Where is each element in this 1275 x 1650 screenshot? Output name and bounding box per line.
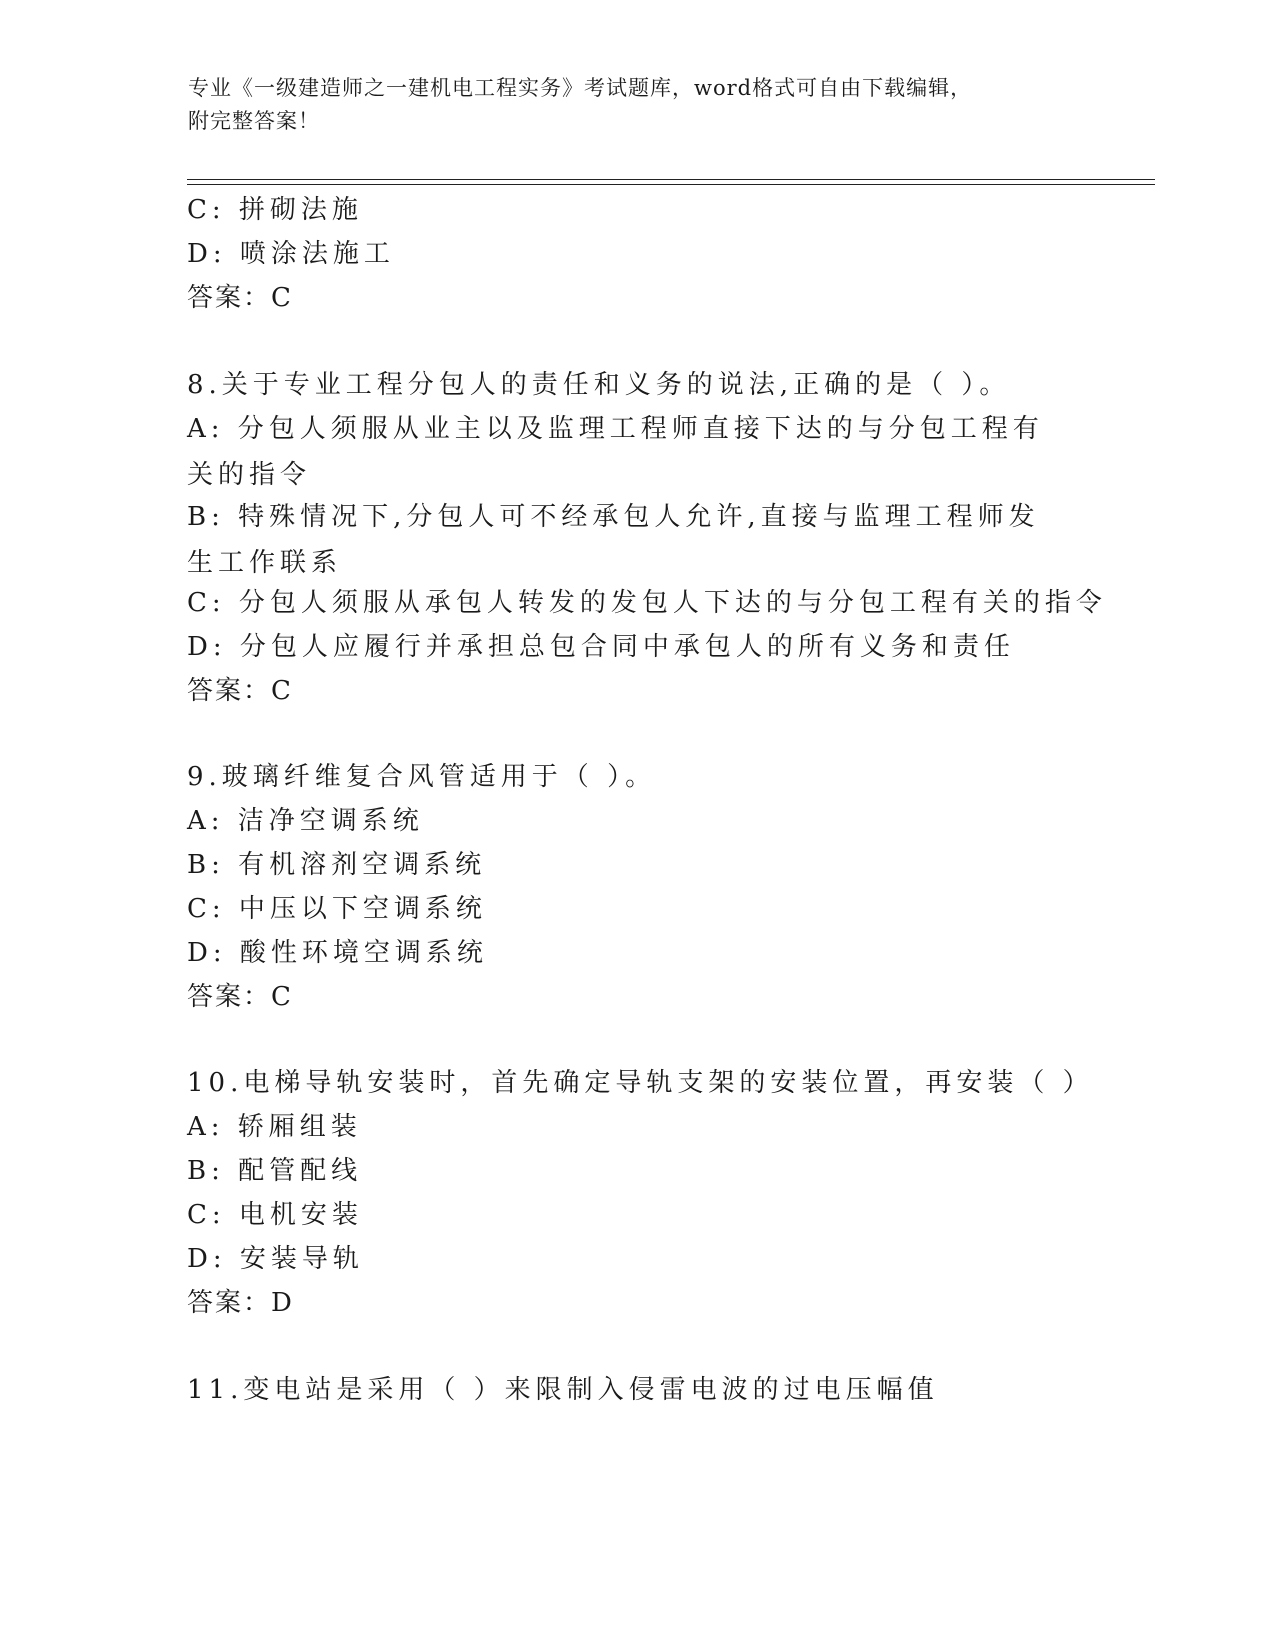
q7-option-c: C: 拼砌法施	[187, 195, 363, 225]
q8-answer: 答案：C	[187, 676, 293, 706]
q8-question: 8.关于专业工程分包人的责任和义务的说法,正确的是（ ）。	[187, 370, 1011, 400]
q7-option-d: D: 喷涂法施工	[187, 239, 395, 269]
q8-option-d: D: 分包人应履行并承担总包合同中承包人的所有义务和责任	[187, 632, 1015, 662]
q10-answer: 答案：D	[187, 1288, 294, 1318]
q10-option-b: B: 配管配线	[187, 1156, 363, 1186]
q9-option-d: D: 酸性环境空调系统	[187, 938, 488, 968]
q9-option-b: B: 有机溶剂空调系统	[187, 850, 487, 880]
header-line-2: 附完整答案！	[188, 109, 320, 133]
q10-question: 10.电梯导轨安装时，首先确定导轨支架的安装位置，再安装（ ）	[187, 1068, 1094, 1098]
header-divider-bottom	[187, 184, 1155, 185]
q9-option-a: A: 洁净空调系统	[187, 806, 424, 836]
q8-option-b: B: 特殊情况下,分包人可不经承包人允许,直接与监理工程师发生工作联系	[187, 502, 1040, 578]
q9-question: 9.玻璃纤维复合风管适用于（ ）。	[187, 762, 657, 792]
q8-option-c: C: 分包人须服从承包人转发的发包人下达的与分包工程有关的指令	[187, 588, 1107, 618]
q9-answer: 答案：C	[187, 982, 293, 1012]
q10-option-c: C: 电机安装	[187, 1200, 363, 1230]
header-divider-top	[187, 179, 1155, 180]
q8-option-a: A: 分包人须服从业主以及监理工程师直接下达的与分包工程有关的指令	[187, 414, 1044, 490]
q11-question: 11.变电站是采用（ ）来限制入侵雷电波的过电压幅值	[187, 1375, 939, 1405]
header-line-1: 专业《一级建造师之一建机电工程实务》考试题库，word格式可自由下载编辑，	[188, 76, 973, 100]
q7-answer: 答案：C	[187, 283, 293, 313]
q9-option-c: C: 中压以下空调系统	[187, 894, 487, 924]
document-header	[188, 72, 1068, 138]
q10-option-a: A: 轿厢组装	[187, 1112, 362, 1142]
q10-option-d: D: 安装导轨	[187, 1244, 364, 1274]
